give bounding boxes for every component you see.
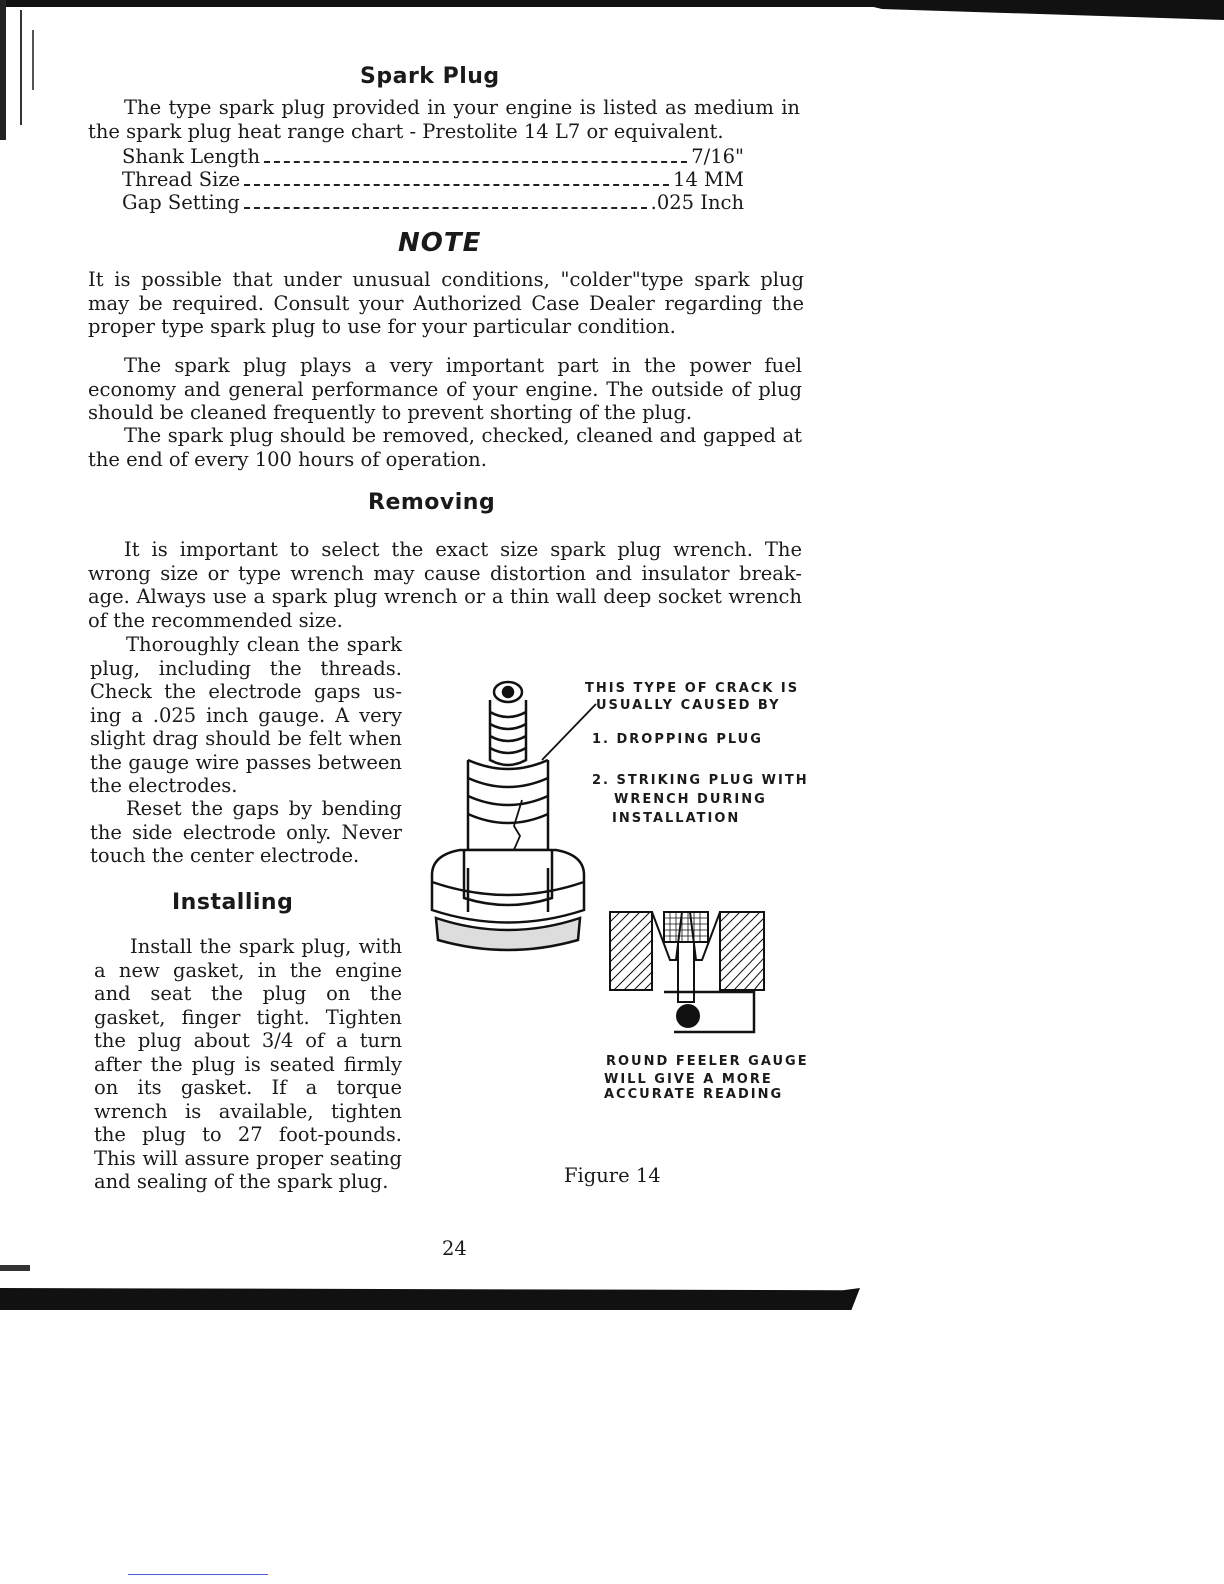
scan-edge-bottom-bar [0, 1288, 860, 1310]
installing-paragraph: Install the spark plug, with a new gasket, in the engine and seat the plug on the gasket, finger tight. Tighten the plug about 3/4 of a turn after the plug is seated firmly on its gasket. If a torque wrench is available, tighten the plug to 27 foot-pounds. This will assure proper seating and sealing of the spark plug. [94, 935, 402, 1193]
cause-dropping-plug: 1. DROPPING PLUG [592, 732, 763, 747]
spec-row-shank-length [122, 145, 744, 169]
scan-edge-left-line [32, 30, 34, 90]
bottom-rule [128, 1574, 268, 1575]
maintenance-paragraph: The spark plug should be removed, checked, cleaned and gapped at the end of every 100 hours of operation. [88, 424, 802, 471]
spec-label: Gap Setting [122, 191, 240, 214]
note-heading: NOTE [398, 228, 482, 258]
electrode-gap-detail [610, 912, 764, 1032]
spec-row-gap-setting [122, 191, 744, 215]
reset-gap-paragraph: Reset the gaps by bending the side electrode only. Never touch the center electrode. [90, 797, 402, 867]
scan-edge-left [0, 0, 6, 140]
scan-edge-bottom-left [0, 1265, 30, 1271]
dot-leader [264, 161, 687, 163]
section-title-spark-plug: Spark Plug [360, 64, 500, 89]
section-title-installing: Installing [172, 890, 294, 915]
spec-value: .025 Inch [650, 191, 744, 214]
gauge-caption-line1: ROUND FEELER GAUGE [606, 1054, 809, 1069]
spec-row-thread-size [122, 168, 744, 192]
spec-value: 7/16" [691, 145, 744, 168]
section-title-removing: Removing [368, 490, 496, 515]
intro-paragraph: The type spark plug provided in your engine is listed as medium in the spark plug heat range chart - Prestolite 14 L7 or equivalent. [88, 96, 800, 143]
performance-paragraph: The spark plug plays a very important part in the power fuel economy and general performance of your engine. The outside of plug should be cleaned frequently to prevent shorting of the plug. [88, 354, 802, 424]
gauge-caption-line3: ACCURATE READING [604, 1087, 784, 1102]
dot-leader [244, 184, 669, 186]
crack-caption-line1: THIS TYPE OF CRACK IS [585, 681, 800, 696]
scan-edge-left-line [20, 10, 22, 125]
spec-label: Thread Size [122, 168, 241, 191]
cause-striking-plug-line1: 2. STRIKING PLUG WITH [592, 773, 809, 788]
page-number: 24 [442, 1237, 467, 1260]
crack-caption-line2: USUALLY CAUSED BY [596, 698, 781, 713]
spec-value: 14 MM [673, 168, 744, 191]
scan-edge-top-right [844, 0, 1224, 20]
figure-label: Figure 14 [564, 1164, 661, 1187]
cause-striking-plug-line2: WRENCH DURING [614, 792, 767, 807]
spec-label: Shank Length [122, 145, 261, 168]
spark-plug-illustration [432, 682, 596, 950]
cleaning-paragraph: Thoroughly clean the spark plug, including the threads. Check the electrode gaps us-ing a .025 inch gauge. A very slight drag should be felt when the gauge wire passes between the electrodes. [90, 633, 402, 797]
gauge-caption-line2: WILL GIVE A MORE [604, 1072, 773, 1087]
removing-paragraph: It is important to select the exact size spark plug wrench. The wrong size or type wrench may cause distortion and insulator break-age. Always use a spark plug wrench or a thin wall deep socket wrench of the recommended size. [88, 538, 802, 632]
note-paragraph: It is possible that under unusual conditions, "colder"type spark plug may be required. Consult your Authorized Case Dealer regarding the proper type spark plug to use for your particular condition. [88, 268, 804, 338]
cause-striking-plug-line3: INSTALLATION [612, 811, 741, 826]
dot-leader [244, 207, 647, 209]
